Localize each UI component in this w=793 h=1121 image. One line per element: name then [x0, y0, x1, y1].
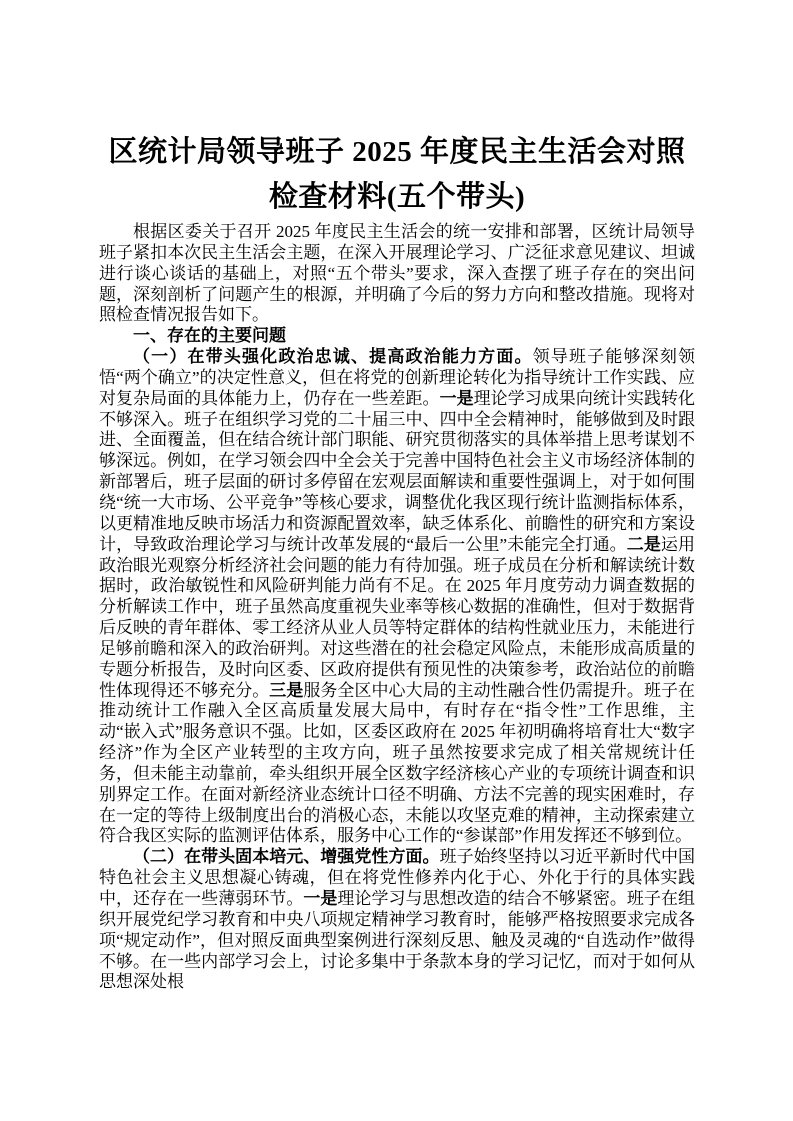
bold-text-run: （一）在带头强化政治忠诚、提高政治能力方面。	[133, 347, 533, 367]
paragraph	[99, 847, 695, 993]
text-run: 领导班子能够深刻领悟“两个确立”的决定性意义，但在将党的创新理论转化为指导统计工作实践、应对复杂局面的具体能力上，仍存在一些差距。	[99, 347, 696, 408]
bold-text-run: 一、存在的主要问题	[133, 326, 286, 346]
text-run: 理论学习成果向统计实践转化不够深入。班子在组织学习党的二十届三中、四中全会精神时，能够做到及时跟进、全面覆盖，但在结合统计部门职能、研究贯彻落实的具体举措上思考谋划不够深远。例如，在学习领会四中全会关于完善中国特色社会主义市场经济体制的新部署后，班子层面的研讨多停留在宏观层面解读和重要性强调上，对于如何围绕“统一大市场、公平竞争”等核心要求，调整优化我区现行统计监测指标体系，以更精准地反映市场活力和资源配置效率，缺乏体系化、前瞻性的研究和方案设计，导致政治理论学习与统计改革发展的“最后一公里”未能完全打通。	[99, 388, 696, 554]
text-run: 班子始终坚持以习近平新时代中国特色社会主义思想凝心铸魂，但在将党性修养内化于心、外化于行的具体实践中，还存在一些薄弱环节。	[99, 847, 695, 908]
bold-text-run: 一是	[303, 889, 338, 908]
text-run: 运用政治眼光观察分析经济社会问题的能力有待加强。班子成员在分析和解读统计数据时，政治敏锐性和风险研判能力尚有不足。在 2025 年月度劳动力调查数据的分析解读工作中，班子虽然高度重视失业率等核心数据的准确性，但对于数据背后反映的青年群体、零工经济从业人员等特定群体的结构性就业压力，未能进行足够前瞻和深入的政治研判。对这些潜在的社会稳定风险点，未能形成高质量的专题分析报告，及时向区委、区政府提供有预见性的决策参考，政治站位的前瞻性体现得还不够充分。	[99, 534, 696, 700]
text-run: 理论学习与思想改造的结合不够紧密。班子在组织开展党纪学习教育和中央八项规定精神学习教育时，能够严格按照要求完成各项“规定动作”，但对照反面典型案例进行深刻反思、触及灵魂的“自选动作”做得不够。在一些内部学习会上，讨论多集中于条款本身的学习记忆，而对于如何从思想深处根	[99, 889, 696, 992]
paragraph	[99, 222, 695, 326]
bold-text-run: 二是	[626, 534, 661, 554]
text-run: 根据区委关于召开 2025 年度民主生活会的统一安排和部署，区统计局领导班子紧扣本次民主生活会主题，在深入开展理论学习、广泛征求意见建议、坦诚进行谈心谈话的基础上，对照“五个带头”要求，深入查摆了班子存在的突出问题，深刻剖析了问题产生的根源，并明确了今后的努力方向和整改措施。现将对照检查情况报告如下。	[99, 222, 695, 325]
bold-text-run: 一是	[439, 388, 474, 408]
document-title: 区统计局领导班子 2025 年度民主生活会对照检查材料(五个带头)	[108, 136, 686, 213]
paragraph	[99, 347, 695, 847]
bold-text-run: （二）在带头固本培元、增强党性方面。	[133, 847, 440, 867]
section-heading	[99, 326, 695, 347]
document-body	[99, 222, 695, 993]
bold-text-run: 三是	[269, 680, 304, 700]
text-run: 服务全区中心大局的主动性融合性仍需提升。班子在推动统计工作融入全区高质量发展大局中，有时存在“指令性”工作思维，主动“嵌入式”服务意识不强。比如，区委区政府在 2025 年初明确将培育壮大“数字经济”作为全区产业转型的主攻方向，班子虽然按要求完成了相关常规统计任务，但未能主动靠前，牵头组织开展全区数字经济核心产业的专项统计调查和识别界定工作。在面对新经济业态统计口径不明确、方法不完善的现实困难时，存在一定的等待上级制度出台的消极心态，未能以攻坚克难的精神，主动探索建立符合我区实际的监测评估体系，服务中心工作的“参谋部”作用发挥还不够到位。	[99, 680, 696, 846]
